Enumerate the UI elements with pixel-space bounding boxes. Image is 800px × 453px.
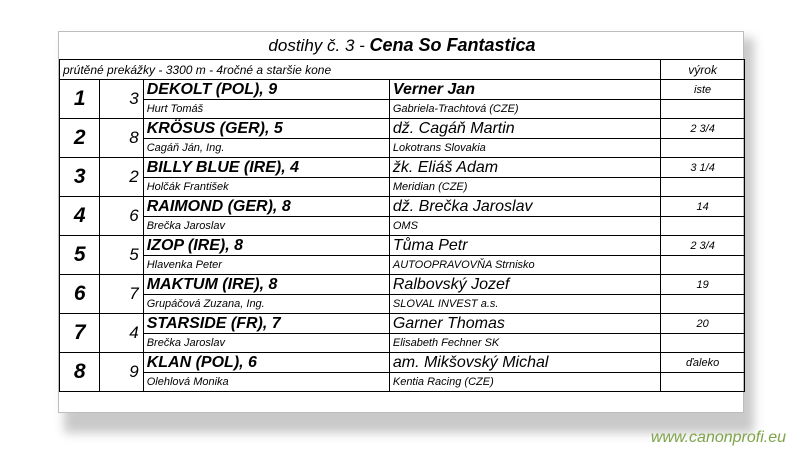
- result-row-details: [60, 373, 745, 392]
- trainer-name: Brečka Jaroslav: [143, 334, 389, 353]
- margin-spacer: [661, 178, 745, 197]
- result-row-details: [60, 139, 745, 158]
- jockey-name: dž. Cagáň Martin: [389, 119, 660, 139]
- horse-number: 6: [100, 197, 143, 236]
- jockey-name: am. Mikšovský Michal: [389, 353, 660, 373]
- margin-spacer: [661, 100, 745, 119]
- margin-spacer: [661, 256, 745, 275]
- margin-spacer: [661, 217, 745, 236]
- winning-margin: iste: [661, 80, 745, 100]
- result-row-details: [60, 217, 745, 236]
- result-row: [60, 236, 745, 256]
- race-conditions: prútěné prekážky - 3300 m - 4ročné a staršie kone: [60, 60, 661, 80]
- finish-position: 4: [60, 197, 100, 236]
- owner-name: Lokotrans Slovakia: [389, 139, 660, 158]
- trainer-name: Grupáčová Zuzana, Ing.: [143, 295, 389, 314]
- horse-name: BILLY BLUE (IRE), 4: [143, 158, 389, 178]
- result-row-details: [60, 256, 745, 275]
- race-prefix: dostihy č. 3 -: [268, 36, 365, 55]
- jockey-name: dž. Brečka Jaroslav: [389, 197, 660, 217]
- horse-number: 2: [100, 158, 143, 197]
- owner-name: Kentia Racing (CZE): [389, 373, 660, 392]
- result-row-details: [60, 295, 745, 314]
- result-row-details: [60, 100, 745, 119]
- horse-name: STARSIDE (FR), 7: [143, 314, 389, 334]
- result-row: [60, 353, 745, 373]
- horse-number: 4: [100, 314, 143, 353]
- margin-spacer: [661, 334, 745, 353]
- result-row: [60, 80, 745, 100]
- finish-position: 1: [60, 80, 100, 119]
- jockey-name: Tůma Petr: [389, 236, 660, 256]
- owner-name: Meridian (CZE): [389, 178, 660, 197]
- horse-name: RAIMOND (GER), 8: [143, 197, 389, 217]
- owner-name: Gabriela-Trachtová (CZE): [389, 100, 660, 119]
- winning-margin: 20: [661, 314, 745, 334]
- finish-position: 8: [60, 353, 100, 392]
- margin-spacer: [661, 139, 745, 158]
- result-row-details: [60, 334, 745, 353]
- finish-position: 7: [60, 314, 100, 353]
- winning-margin: 2 3/4: [661, 119, 745, 139]
- trainer-name: Hlavenka Peter: [143, 256, 389, 275]
- trainer-name: Olehlová Monika: [143, 373, 389, 392]
- winning-margin: 14: [661, 197, 745, 217]
- horse-number: 9: [100, 353, 143, 392]
- trainer-name: Cagáň Ján, Ing.: [143, 139, 389, 158]
- horse-name: IZOP (IRE), 8: [143, 236, 389, 256]
- result-row: [60, 158, 745, 178]
- margin-spacer: [661, 373, 745, 392]
- winning-margin: 3 1/4: [661, 158, 745, 178]
- result-row: [60, 314, 745, 334]
- horse-number: 5: [100, 236, 143, 275]
- winning-margin: 19: [661, 275, 745, 295]
- watermark: www.canonprofi.eu: [650, 429, 786, 446]
- finish-position: 5: [60, 236, 100, 275]
- winning-margin: 2 3/4: [661, 236, 745, 256]
- jockey-name: Verner Jan: [389, 80, 660, 100]
- owner-name: AUTOOPRAVOVŇA Strnisko: [389, 256, 660, 275]
- horse-number: 7: [100, 275, 143, 314]
- result-row: [60, 275, 745, 295]
- finish-position: 6: [60, 275, 100, 314]
- result-row: [60, 119, 745, 139]
- jockey-name: Garner Thomas: [389, 314, 660, 334]
- horse-name: DEKOLT (POL), 9: [143, 80, 389, 100]
- finish-position: 3: [60, 158, 100, 197]
- winning-margin: ďaleko: [661, 353, 745, 373]
- trainer-name: Holčák František: [143, 178, 389, 197]
- results-table: [59, 59, 745, 392]
- margin-spacer: [661, 295, 745, 314]
- jockey-name: žk. Eliáš Adam: [389, 158, 660, 178]
- trainer-name: Hurt Tomáš: [143, 100, 389, 119]
- jockey-name: Ralbovský Jozef: [389, 275, 660, 295]
- horse-name: MAKTUM (IRE), 8: [143, 275, 389, 295]
- finish-position: 2: [60, 119, 100, 158]
- header-row: [60, 60, 745, 80]
- margin-header: výrok: [661, 60, 745, 80]
- owner-name: OMS: [389, 217, 660, 236]
- owner-name: SLOVAL INVEST a.s.: [389, 295, 660, 314]
- race-name: Cena So Fantastica: [369, 35, 536, 55]
- horse-number: 8: [100, 119, 143, 158]
- result-row-details: [60, 178, 745, 197]
- owner-name: Elisabeth Fechner SK: [389, 334, 660, 353]
- result-row: [60, 197, 745, 217]
- horse-number: 3: [100, 80, 143, 119]
- results-card: [58, 31, 744, 413]
- horse-name: KRÖSUS (GER), 5: [143, 119, 389, 139]
- trainer-name: Brečka Jaroslav: [143, 217, 389, 236]
- race-title: [59, 32, 745, 59]
- horse-name: KLAN (POL), 6: [143, 353, 389, 373]
